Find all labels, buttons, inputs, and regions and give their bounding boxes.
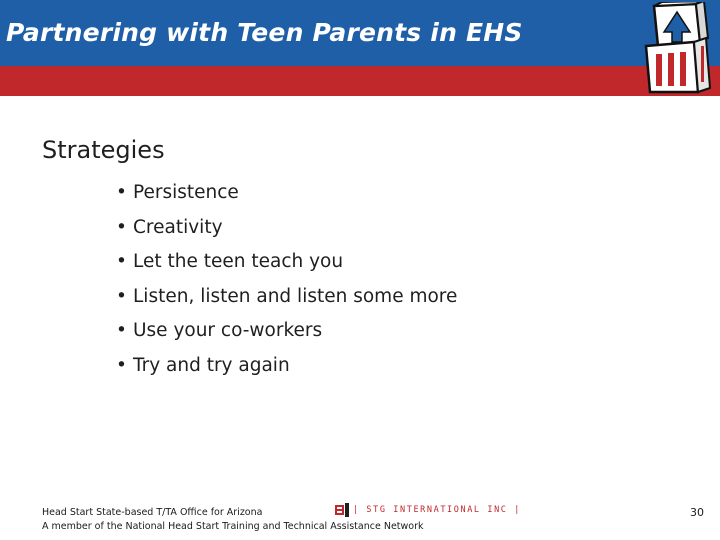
list-item-text: Listen, listen and listen some more <box>133 285 458 307</box>
list-item <box>116 349 457 384</box>
alphabet-blocks-icon <box>640 2 714 94</box>
list-item-text: Let the teen teach you <box>133 251 344 273</box>
bullet-icon: • <box>116 216 127 238</box>
bullet-icon: • <box>116 251 127 273</box>
bullet-icon: • <box>116 285 127 307</box>
footer-network-text: A member of the National Head Start Training and Technical Assistance Network <box>42 521 424 532</box>
bullet-icon: • <box>116 182 127 203</box>
bullet-icon: • <box>116 354 127 376</box>
list-item-text: Persistence <box>133 182 239 203</box>
stg-logo <box>335 503 521 517</box>
section-title: Strategies <box>42 136 165 164</box>
list-item-text: Creativity <box>133 216 223 238</box>
slide-title: Partnering with Teen Parents in EHS <box>6 18 523 47</box>
header-banner <box>0 0 720 96</box>
list-item <box>116 314 457 349</box>
bullet-icon: • <box>116 320 127 342</box>
strategy-list <box>116 176 457 384</box>
list-item-text: Try and try again <box>133 354 290 376</box>
list-item <box>116 211 457 246</box>
stg-logo-text: | STG INTERNATIONAL INC | <box>353 505 521 515</box>
list-item-text: Use your co-workers <box>133 320 323 342</box>
footer-office-text: Head Start State-based T/TA Office for Arizona <box>42 507 263 518</box>
list-item <box>116 280 457 315</box>
page-number: 30 <box>690 506 704 519</box>
list-item <box>116 176 457 211</box>
list-item <box>116 245 457 280</box>
stg-mark-icon <box>335 503 349 517</box>
header-red-band <box>0 66 720 96</box>
